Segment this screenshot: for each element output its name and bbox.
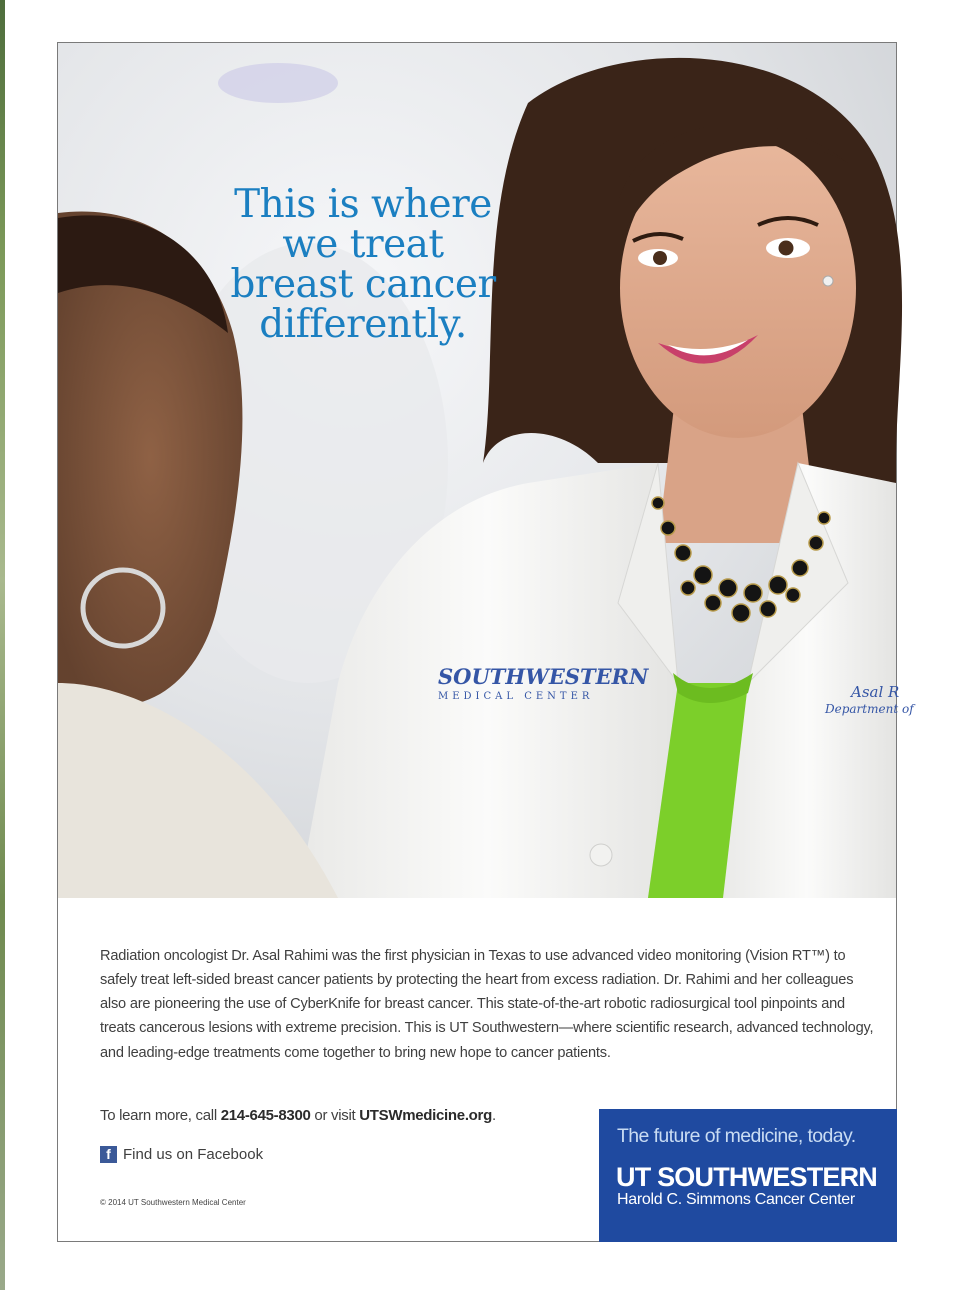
headline-line-3: breast cancer [230,262,496,307]
cta-middle: or visit [310,1107,360,1124]
coat-button [590,844,612,866]
headline-line-2: we treat [282,222,444,267]
facebook-icon: f [100,1146,117,1163]
facebook-link[interactable] [100,1146,263,1163]
hero-photo [58,43,914,898]
facebook-label: Find us on Facebook [123,1146,264,1163]
doctor-left-iris [653,251,667,265]
brand-tagline: The future of medicine, today. [617,1125,856,1147]
doctor-earring [823,276,833,286]
coat-embroidery-left-line2: MEDICAL CENTER [438,691,594,702]
coat-embroidery-right-line1: Asal R [851,683,900,701]
doctor-right-iris [779,241,794,256]
brand-logo-box [599,1109,897,1242]
brand-name: UT SOUTHWESTERN [616,1162,877,1192]
brand-subname: Harold C. Simmons Cancer Center [617,1191,855,1208]
copyright-notice: © 2014 UT Southwestern Medical Center [100,1198,246,1207]
body-paragraph: Radiation oncologist Dr. Asal Rahimi was the first physician in Texas to use advanced video monitoring (Vision RT™) to safely treat left-sided breast cancer patients by protecting the heart from excess radiation. Dr. Rahimi and her colleagues also are pioneering the use of CyberKnife for breast cancer. This state-of-the-art robotic radiosurgical tool pinpoints and treats cancerous lesions with extreme precision. This is UT Southwestern—where scientific research, advanced technology, and leading-edge treatments come together to bring new hope to cancer patients. [100,947,874,1061]
advertisement [57,42,914,1242]
cta-suffix: . [491,1107,496,1124]
coat-embroidery-left-line1: SOUTHWESTERN [438,664,649,689]
hero-illustration [58,43,914,898]
page-edge-strip [0,0,5,1290]
cta-prefix: To learn more, call [100,1107,221,1124]
coat-embroidery-right-line2: Department of [825,702,914,716]
website-link[interactable]: UTSWmedicine.org [359,1107,492,1124]
background-blur-light [218,63,338,103]
headline-line-1: This is where [234,182,492,227]
headline-line-4: differently. [259,302,467,347]
call-to-action [100,1107,496,1124]
phone-number[interactable]: 214-645-8300 [220,1107,311,1124]
headline [218,182,508,347]
